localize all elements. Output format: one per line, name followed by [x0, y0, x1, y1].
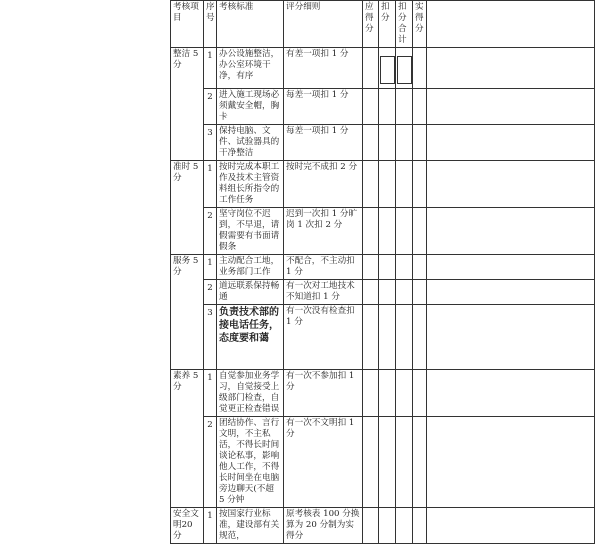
actual-cell[interactable]: [413, 280, 427, 305]
actual-cell[interactable]: [413, 305, 427, 370]
extra-cell: [427, 370, 595, 417]
header-criteria: 评分细则: [284, 1, 363, 48]
deduct-cell[interactable]: [379, 370, 396, 417]
standard-cell: 主动配合工地，业务部门工作: [217, 255, 284, 280]
table-row: [171, 417, 595, 508]
index-cell: 3: [204, 305, 217, 370]
extra-cell: [427, 255, 595, 280]
should-score-cell[interactable]: [363, 255, 379, 280]
criteria-cell: 有一次不参加扣 1 分: [284, 370, 363, 417]
category-cell: 整洁 5 分: [171, 48, 204, 161]
deduct-cell[interactable]: [379, 305, 396, 370]
standard-cell: 按时完成本职工作及技术主管资料组长所指令的工作任务: [217, 161, 284, 208]
header-blank: [427, 1, 595, 48]
should-score-cell[interactable]: [363, 89, 379, 125]
deduct-cell[interactable]: [379, 89, 396, 125]
actual-cell[interactable]: [413, 370, 427, 417]
deduct-total-cell[interactable]: [396, 125, 413, 161]
deduct-cell[interactable]: [379, 508, 396, 544]
extra-cell: [427, 89, 595, 125]
standard-cell: 团结协作、言行文明，不主私活，不得长时间谈论私事，影响他人工作，不得长时间坐在电脑旁边聊天(不超 5 分钟: [217, 417, 284, 508]
extra-cell: [427, 280, 595, 305]
criteria-cell: 每差一项扣 1 分: [284, 125, 363, 161]
standard-cell: 保持电脑、文件、试验器具的干净整洁: [217, 125, 284, 161]
should-score-cell[interactable]: [363, 208, 379, 255]
deduct-cell[interactable]: [379, 161, 396, 208]
actual-cell[interactable]: [413, 48, 427, 89]
table-row: [171, 48, 595, 89]
criteria-cell: 迟到一次扣 1 分旷岗 1 次扣 2 分: [284, 208, 363, 255]
deduct-total-cell[interactable]: [396, 370, 413, 417]
actual-cell[interactable]: [413, 125, 427, 161]
deduct-total-cell[interactable]: [396, 508, 413, 544]
deduct-total-cell[interactable]: [396, 208, 413, 255]
deduct-cell[interactable]: [379, 208, 396, 255]
category-cell: 素养 5 分: [171, 370, 204, 508]
index-cell: 1: [204, 255, 217, 280]
category-cell: 安全文明20分: [171, 508, 204, 544]
standard-cell: 负责技术部的接电话任务，态度要和蔼: [217, 305, 284, 370]
assessment-table: [170, 0, 595, 544]
actual-cell[interactable]: [413, 255, 427, 280]
standard-cell: 办公设施整洁，办公室环境干净，有序: [217, 48, 284, 89]
category-cell: 准时 5 分: [171, 161, 204, 255]
deduct-total-box: [397, 56, 412, 84]
extra-cell: [427, 125, 595, 161]
criteria-cell: 每差一项扣 1 分: [284, 89, 363, 125]
header-deduct: 扣分: [379, 1, 396, 48]
extra-cell: [427, 508, 595, 544]
standard-cell: 进入施工现场必须戴安全帽，胸卡: [217, 89, 284, 125]
index-cell: 1: [204, 508, 217, 544]
should-score-cell[interactable]: [363, 161, 379, 208]
criteria-cell: 不配合，不主动扣 1 分: [284, 255, 363, 280]
extra-cell: [427, 305, 595, 370]
header-index: 序号: [204, 1, 217, 48]
index-cell: 2: [204, 89, 217, 125]
deduct-total-cell[interactable]: [396, 280, 413, 305]
should-score-cell[interactable]: [363, 305, 379, 370]
category-cell: 服务 5 分: [171, 255, 204, 370]
criteria-cell: 原考核表 100 分换算为 20 分制为实得分: [284, 508, 363, 544]
should-score-cell[interactable]: [363, 370, 379, 417]
table-row: [171, 255, 595, 280]
standard-cell: 道远联系保持畅通: [217, 280, 284, 305]
should-score-cell[interactable]: [363, 48, 379, 89]
deduct-total-cell[interactable]: [396, 255, 413, 280]
table-row: [171, 280, 595, 305]
deduct-cell[interactable]: [379, 48, 396, 89]
should-score-cell[interactable]: [363, 417, 379, 508]
table-row: [171, 370, 595, 417]
header-deduct-total: 扣分合计: [396, 1, 413, 48]
criteria-cell: 有一次不文明扣 1 分: [284, 417, 363, 508]
header-standard: 考核标准: [217, 1, 284, 48]
extra-cell: [427, 48, 595, 89]
extra-cell: [427, 161, 595, 208]
criteria-cell: 有一次没有检查扣 1 分: [284, 305, 363, 370]
table-row: [171, 125, 595, 161]
header-row: [171, 1, 595, 48]
table-row: [171, 89, 595, 125]
should-score-cell[interactable]: [363, 280, 379, 305]
table-row: [171, 508, 595, 544]
index-cell: 1: [204, 48, 217, 89]
actual-cell[interactable]: [413, 508, 427, 544]
index-cell: 3: [204, 125, 217, 161]
should-score-cell[interactable]: [363, 508, 379, 544]
deduct-total-cell[interactable]: [396, 161, 413, 208]
header-category: 考核项目: [171, 1, 204, 48]
should-score-cell[interactable]: [363, 125, 379, 161]
deduct-box: [380, 56, 395, 84]
standard-cell: 自觉参加业务学习，自觉接受上级部门检查，自觉更正检查错误: [217, 370, 284, 417]
criteria-cell: 按时完不成扣 2 分: [284, 161, 363, 208]
deduct-total-cell[interactable]: [396, 48, 413, 89]
standard-cell: 按国家行业标准，建设部有关规范，: [217, 508, 284, 544]
index-cell: 2: [204, 417, 217, 508]
criteria-cell: 有一次对工地技术不知道扣 1 分: [284, 280, 363, 305]
header-actual: 实得分: [413, 1, 427, 48]
table-row: [171, 208, 595, 255]
criteria-cell: 有差一项扣 1 分: [284, 48, 363, 89]
actual-cell[interactable]: [413, 208, 427, 255]
table-row: [171, 305, 595, 370]
standard-cell: 坚守岗位不迟到，不早退，请假需要有书面请假条: [217, 208, 284, 255]
deduct-total-cell[interactable]: [396, 89, 413, 125]
actual-cell[interactable]: [413, 161, 427, 208]
deduct-total-cell[interactable]: [396, 417, 413, 508]
extra-cell: [427, 208, 595, 255]
index-cell: 1: [204, 370, 217, 417]
header-should-score: 应得分: [363, 1, 379, 48]
table-row: [171, 161, 595, 208]
extra-cell: [427, 417, 595, 508]
index-cell: 2: [204, 280, 217, 305]
deduct-cell[interactable]: [379, 417, 396, 508]
actual-cell[interactable]: [413, 89, 427, 125]
actual-cell[interactable]: [413, 417, 427, 508]
deduct-cell[interactable]: [379, 125, 396, 161]
index-cell: 2: [204, 208, 217, 255]
index-cell: 1: [204, 161, 217, 208]
assessment-sheet: [170, 0, 595, 541]
deduct-cell[interactable]: [379, 280, 396, 305]
deduct-total-cell[interactable]: [396, 305, 413, 370]
deduct-cell[interactable]: [379, 255, 396, 280]
